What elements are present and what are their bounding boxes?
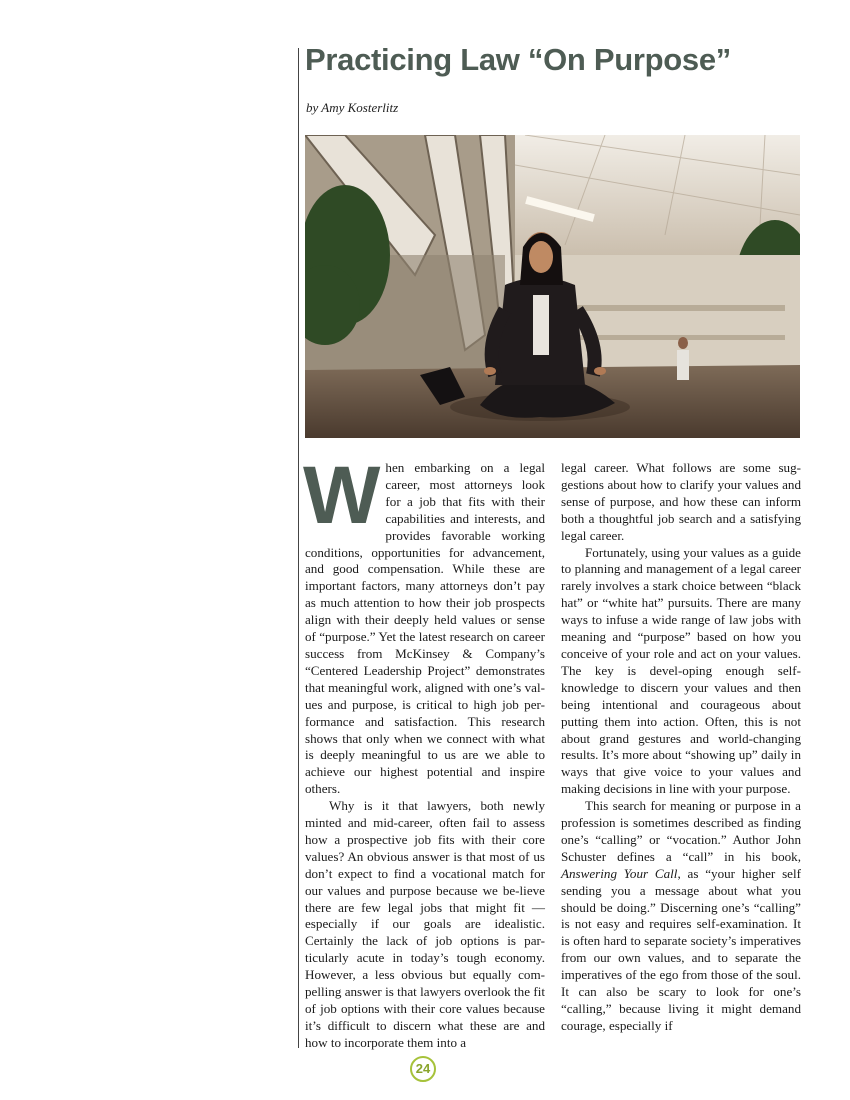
paragraph-5	[561, 798, 801, 1035]
paragraph-1	[303, 450, 545, 798]
paragraph-2: Why is it that lawyers, both newly minted and mid-career, often fail to assess how a prospective job fits with their core values? An obvious answer is that most of us don’t expect to find a vocational match for our values and purpose because we be-lieve there are few legal jobs that might fit — especially if our goals are idealistic. Certainly the lack of job options is par-ticularly acute in today’s tough economy. However, a less obvious but equally com-pelling answer is that lawyers overlook the fit of job options with their core values because it’s difficult to discern what these are and how to incorporate them into a	[305, 798, 545, 1050]
meditating-woman-office-image	[305, 135, 800, 438]
article-title: Practicing Law “On Purpose”	[305, 42, 731, 77]
paragraph-1-text: hen embarking on a legal career, most attorneys look for a job that fits with their capabilities and interests, and provides favorable working conditions, opportunities for advancement, and good compensation. While these are important factors, many attorneys don’t pay as much attention to how their job prospects align with their deeply held values or sense of “purpose.” Yet the latest research on career success from McKinsey & Company’s “Centered Leadership Project” demonstrates that meaningful work, aligned with one’s val-ues and purpose, is critical to high job per-formance and satisfaction. This research shows that only when we connect with what is deeply meaningful to us are we able to achieve our highest potential and inspire others.	[305, 460, 545, 797]
book-title: Answering Your Call	[561, 865, 678, 881]
drop-cap: W	[303, 450, 381, 541]
left-column	[303, 450, 545, 1052]
right-column	[561, 460, 801, 1035]
paragraph-4: Fortunately, using your values as a guide to planning and management of a legal career rarely involves a stark choice between “black hat” or “white hat” pursuits. There are many ways to infuse a wide range of law jobs with meaning and “purpose” based on how you conceive of your role and act on your values. The key is devel-oping enough self-knowledge to discern your values and then being intentional and courageous about putting them into action. Often, this is not about grand gestures and world-changing results. It’s more about “showing up” daily in ways that give voice to your values and making decisions in line with your purpose.	[561, 544, 801, 797]
page-number: 24	[410, 1056, 436, 1082]
article-photo	[305, 135, 800, 438]
paragraph-3: legal career. What follows are some sug-gestions about how to clarify your values and sense of purpose, and how these can inform both a thoughtful job search and a satisfying legal career.	[561, 460, 801, 543]
paragraph-5-text-b: , as “your higher self sending you a message about what you should be doing.” Discerning one’s “calling” is not easy and requires self-examination. It is often hard to separate society’s imperatives from our own values, and to separate the imperatives of the ego from those of the soul. It can also be scary to look for one’s “calling,” because living it might demand courage, especially if	[561, 865, 801, 1033]
byline: by Amy Kosterlitz	[306, 100, 399, 115]
vertical-rule	[298, 48, 299, 1048]
paragraph-5-text-a: This search for meaning or purpose in a profession is sometimes described as finding one’s “calling” or “vocation.” Author John Schuster defines a “call” in his book,	[561, 798, 801, 864]
